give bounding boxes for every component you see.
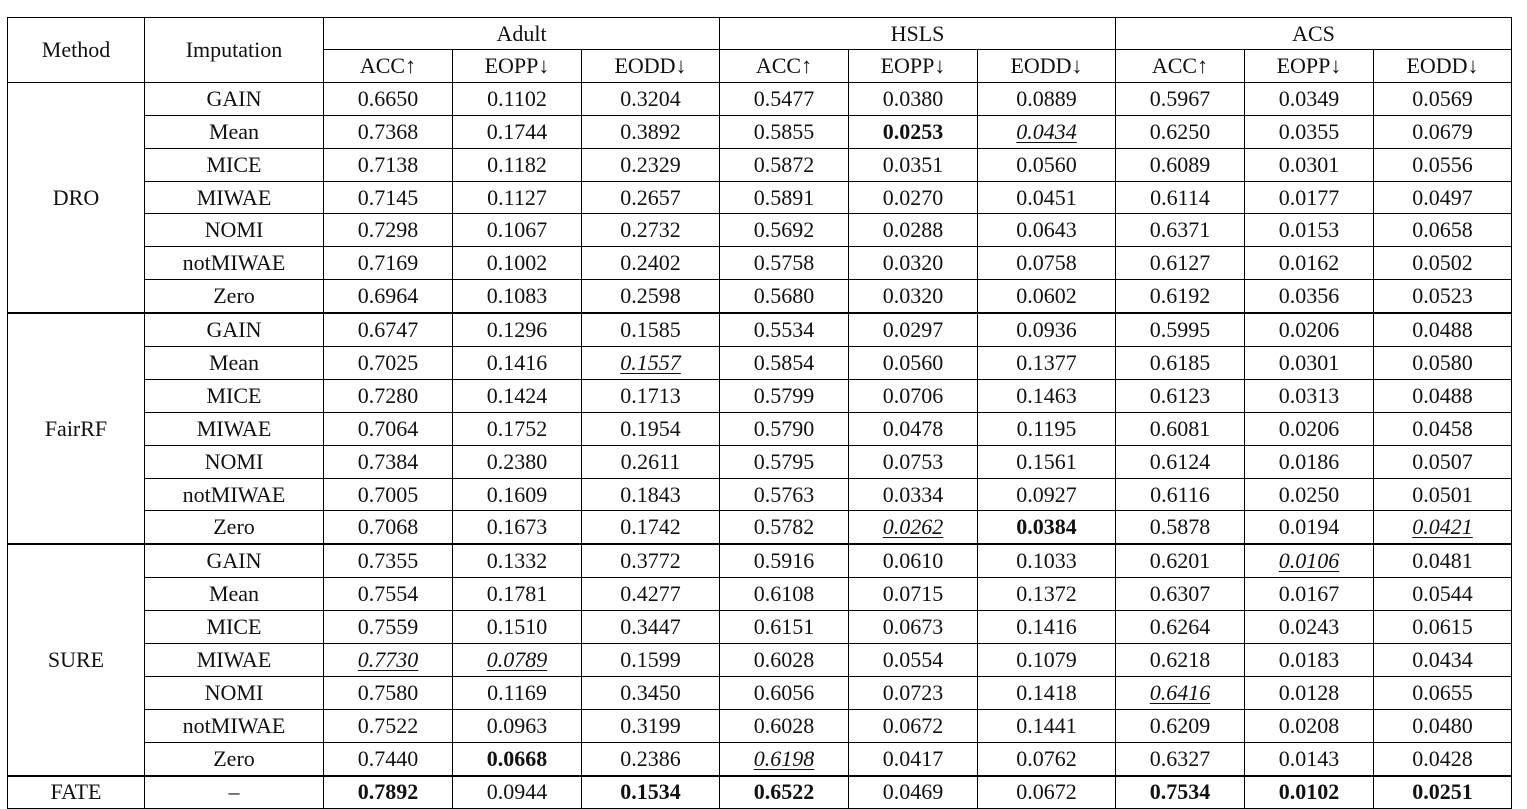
value-cell: 0.6123 xyxy=(1116,379,1245,412)
value-cell: 0.6028 xyxy=(720,644,849,677)
header-method: Method xyxy=(8,18,145,83)
value-cell: 0.6028 xyxy=(720,709,849,742)
imputation-cell: MIWAE xyxy=(145,644,324,677)
value-cell: 0.1609 xyxy=(453,478,582,511)
method-cell: FairRF xyxy=(8,313,145,544)
value-cell: 0.0313 xyxy=(1245,379,1374,412)
imputation-cell: Zero xyxy=(145,511,324,544)
value-cell: 0.6250 xyxy=(1116,115,1245,148)
value-cell: 0.0458 xyxy=(1374,412,1512,445)
underlined-value: 0.0434 xyxy=(1016,118,1077,144)
value-cell: 0.0655 xyxy=(1374,676,1512,709)
value-cell: 0.6201 xyxy=(1116,544,1245,577)
method-cell: SURE xyxy=(8,544,145,775)
method-cell: FATE xyxy=(8,776,145,809)
value-cell: 0.0560 xyxy=(978,148,1116,181)
value-cell: 0.0658 xyxy=(1374,214,1512,247)
value-cell: 0.1083 xyxy=(453,280,582,313)
value-cell: 0.0469 xyxy=(849,776,978,809)
value-cell: 0.0668 xyxy=(453,742,582,775)
imputation-cell: NOMI xyxy=(145,676,324,709)
table-row xyxy=(8,412,1512,445)
value-cell: 0.7368 xyxy=(324,115,453,148)
value-cell: 0.0451 xyxy=(978,181,1116,214)
table-row xyxy=(8,709,1512,742)
value-cell: 0.0288 xyxy=(849,214,978,247)
value-cell: 0.6209 xyxy=(1116,709,1245,742)
value-cell: 0.0206 xyxy=(1245,313,1374,346)
value-cell xyxy=(1245,544,1374,577)
value-cell: 0.6218 xyxy=(1116,644,1245,677)
value-cell: 0.1954 xyxy=(582,412,720,445)
value-cell: 0.0580 xyxy=(1374,347,1512,380)
value-cell: 0.2657 xyxy=(582,181,720,214)
value-cell: 0.7280 xyxy=(324,379,453,412)
value-cell: 0.0253 xyxy=(849,115,978,148)
value-cell: 0.0384 xyxy=(978,511,1116,544)
value-cell: 0.5854 xyxy=(720,347,849,380)
value-cell: 0.1441 xyxy=(978,709,1116,742)
imputation-cell: GAIN xyxy=(145,544,324,577)
table-row xyxy=(8,313,1512,346)
results-table xyxy=(7,17,1512,809)
underlined-value: 0.6416 xyxy=(1149,679,1211,705)
value-cell: 0.7892 xyxy=(324,776,453,809)
imputation-cell: Mean xyxy=(145,578,324,611)
value-cell: 0.7169 xyxy=(324,247,453,280)
value-cell: 0.7580 xyxy=(324,676,453,709)
header-metric-acc: ACC↑ xyxy=(720,50,849,83)
value-cell: 0.1002 xyxy=(453,247,582,280)
imputation-cell: Mean xyxy=(145,115,324,148)
value-cell: 0.1296 xyxy=(453,313,582,346)
value-cell: 0.0488 xyxy=(1374,313,1512,346)
value-cell: 0.1033 xyxy=(978,544,1116,577)
value-cell: 0.0544 xyxy=(1374,578,1512,611)
imputation-cell: GAIN xyxy=(145,313,324,346)
value-cell: 0.3772 xyxy=(582,544,720,577)
value-cell: 0.0251 xyxy=(1374,776,1512,809)
value-cell: 0.1510 xyxy=(453,611,582,644)
value-cell: 0.1463 xyxy=(978,379,1116,412)
value-cell: 0.1673 xyxy=(453,511,582,544)
value-cell: 0.7440 xyxy=(324,742,453,775)
header-imputation: Imputation xyxy=(145,18,324,83)
value-cell: 0.0186 xyxy=(1245,445,1374,478)
value-cell: 0.1561 xyxy=(978,445,1116,478)
imputation-cell: notMIWAE xyxy=(145,478,324,511)
value-cell xyxy=(978,115,1116,148)
value-cell: 0.0334 xyxy=(849,478,978,511)
value-cell: 0.0715 xyxy=(849,578,978,611)
value-cell: 0.5878 xyxy=(1116,511,1245,544)
value-cell: 0.2380 xyxy=(453,445,582,478)
value-cell: 0.1377 xyxy=(978,347,1116,380)
value-cell: 0.0208 xyxy=(1245,709,1374,742)
imputation-cell: Zero xyxy=(145,742,324,775)
value-cell: 0.7534 xyxy=(1116,776,1245,809)
value-cell: 0.1599 xyxy=(582,644,720,677)
value-cell: 0.0206 xyxy=(1245,412,1374,445)
value-cell: 0.0349 xyxy=(1245,82,1374,115)
value-cell: 0.1102 xyxy=(453,82,582,115)
header-metric-eopp: EOPP↓ xyxy=(453,50,582,83)
value-cell: 0.1418 xyxy=(978,676,1116,709)
value-cell: 0.0889 xyxy=(978,82,1116,115)
value-cell: 0.7005 xyxy=(324,478,453,511)
value-cell: 0.0301 xyxy=(1245,347,1374,380)
value-cell: 0.6747 xyxy=(324,313,453,346)
value-cell: 0.0143 xyxy=(1245,742,1374,775)
value-cell: 0.1424 xyxy=(453,379,582,412)
imputation-cell: MICE xyxy=(145,148,324,181)
value-cell: 0.6056 xyxy=(720,676,849,709)
imputation-cell: Mean xyxy=(145,347,324,380)
value-cell xyxy=(849,511,978,544)
value-cell: 0.1067 xyxy=(453,214,582,247)
value-cell: 0.7068 xyxy=(324,511,453,544)
imputation-cell: Zero xyxy=(145,280,324,313)
value-cell: 0.6264 xyxy=(1116,611,1245,644)
value-cell: 0.0162 xyxy=(1245,247,1374,280)
table-row xyxy=(8,280,1512,313)
value-cell: 0.3447 xyxy=(582,611,720,644)
value-cell: 0.6151 xyxy=(720,611,849,644)
value-cell: 0.0102 xyxy=(1245,776,1374,809)
value-cell: 0.0758 xyxy=(978,247,1116,280)
header-metric-acc: ACC↑ xyxy=(1116,50,1245,83)
value-cell: 0.7522 xyxy=(324,709,453,742)
value-cell: 0.0320 xyxy=(849,280,978,313)
value-cell xyxy=(720,742,849,775)
value-cell: 0.5872 xyxy=(720,148,849,181)
header-metric-eodd: EODD↓ xyxy=(978,50,1116,83)
value-cell xyxy=(453,644,582,677)
value-cell: 0.0355 xyxy=(1245,115,1374,148)
table-row xyxy=(8,148,1512,181)
value-cell: 0.1416 xyxy=(453,347,582,380)
value-cell: 0.5782 xyxy=(720,511,849,544)
header-metric-eopp: EOPP↓ xyxy=(849,50,978,83)
header-dataset-adult: Adult xyxy=(324,18,720,50)
imputation-cell: NOMI xyxy=(145,445,324,478)
header-metric-eodd: EODD↓ xyxy=(582,50,720,83)
value-cell: 0.3204 xyxy=(582,82,720,115)
table-row xyxy=(8,511,1512,544)
value-cell: 0.0643 xyxy=(978,214,1116,247)
value-cell: 0.7559 xyxy=(324,611,453,644)
value-cell: 0.0167 xyxy=(1245,578,1374,611)
value-cell xyxy=(1116,676,1245,709)
value-cell xyxy=(1374,511,1512,544)
header-metric-eopp: EOPP↓ xyxy=(1245,50,1374,83)
table-row xyxy=(8,578,1512,611)
imputation-cell: MIWAE xyxy=(145,181,324,214)
table-row xyxy=(8,776,1512,809)
value-cell: 0.0615 xyxy=(1374,611,1512,644)
value-cell: 0.6964 xyxy=(324,280,453,313)
imputation-cell: NOMI xyxy=(145,214,324,247)
value-cell: 0.1079 xyxy=(978,644,1116,677)
value-cell: 0.0673 xyxy=(849,611,978,644)
value-cell: 0.2611 xyxy=(582,445,720,478)
value-cell: 0.0502 xyxy=(1374,247,1512,280)
value-cell: 0.6185 xyxy=(1116,347,1245,380)
value-cell: 0.5790 xyxy=(720,412,849,445)
value-cell: 0.6124 xyxy=(1116,445,1245,478)
underlined-value: 0.0789 xyxy=(486,646,548,672)
value-cell: 0.0554 xyxy=(849,644,978,677)
table-body xyxy=(8,82,1512,808)
value-cell: 0.0480 xyxy=(1374,709,1512,742)
value-cell: 0.7384 xyxy=(324,445,453,478)
value-cell: 0.5763 xyxy=(720,478,849,511)
value-cell: 0.7355 xyxy=(324,544,453,577)
value-cell: 0.2402 xyxy=(582,247,720,280)
value-cell: 0.4277 xyxy=(582,578,720,611)
value-cell: 0.0927 xyxy=(978,478,1116,511)
value-cell: 0.6116 xyxy=(1116,478,1245,511)
value-cell: 0.0177 xyxy=(1245,181,1374,214)
header-metric-acc: ACC↑ xyxy=(324,50,453,83)
value-cell: 0.0351 xyxy=(849,148,978,181)
value-cell: 0.5799 xyxy=(720,379,849,412)
value-cell: 0.1534 xyxy=(582,776,720,809)
imputation-cell: notMIWAE xyxy=(145,709,324,742)
value-cell: 0.7298 xyxy=(324,214,453,247)
value-cell: 0.0356 xyxy=(1245,280,1374,313)
table-row xyxy=(8,742,1512,775)
value-cell: 0.0297 xyxy=(849,313,978,346)
value-cell: 0.1744 xyxy=(453,115,582,148)
value-cell: 0.2386 xyxy=(582,742,720,775)
value-cell: 0.0243 xyxy=(1245,611,1374,644)
value-cell: 0.1372 xyxy=(978,578,1116,611)
value-cell: 0.0679 xyxy=(1374,115,1512,148)
value-cell: 0.5477 xyxy=(720,82,849,115)
value-cell: 0.6089 xyxy=(1116,148,1245,181)
value-cell: 0.0497 xyxy=(1374,181,1512,214)
value-cell: 0.1127 xyxy=(453,181,582,214)
value-cell: 0.0610 xyxy=(849,544,978,577)
value-cell: 0.6108 xyxy=(720,578,849,611)
value-cell: 0.0501 xyxy=(1374,478,1512,511)
value-cell: 0.6192 xyxy=(1116,280,1245,313)
method-cell: DRO xyxy=(8,82,145,313)
value-cell: 0.1416 xyxy=(978,611,1116,644)
value-cell: 0.5692 xyxy=(720,214,849,247)
value-cell: 0.1781 xyxy=(453,578,582,611)
underlined-value: 0.0106 xyxy=(1278,548,1340,574)
value-cell: 0.0270 xyxy=(849,181,978,214)
imputation-cell: MIWAE xyxy=(145,412,324,445)
value-cell: 0.1332 xyxy=(453,544,582,577)
value-cell: 0.5795 xyxy=(720,445,849,478)
value-cell: 0.0569 xyxy=(1374,82,1512,115)
table-row xyxy=(8,347,1512,380)
value-cell: 0.0672 xyxy=(849,709,978,742)
table-row xyxy=(8,379,1512,412)
table-row xyxy=(8,247,1512,280)
table-row xyxy=(8,82,1512,115)
value-cell: 0.0560 xyxy=(849,347,978,380)
imputation-cell: GAIN xyxy=(145,82,324,115)
value-cell: 0.0762 xyxy=(978,742,1116,775)
underlined-value: 0.0421 xyxy=(1412,514,1473,540)
value-cell: 0.1742 xyxy=(582,511,720,544)
imputation-cell: MICE xyxy=(145,379,324,412)
value-cell: 0.7025 xyxy=(324,347,453,380)
value-cell: 0.0753 xyxy=(849,445,978,478)
value-cell: 0.5758 xyxy=(720,247,849,280)
underlined-value: 0.7730 xyxy=(357,646,419,672)
value-cell: 0.6127 xyxy=(1116,247,1245,280)
value-cell: 0.0434 xyxy=(1374,644,1512,677)
value-cell: 0.0153 xyxy=(1245,214,1374,247)
value-cell: 0.6522 xyxy=(720,776,849,809)
underlined-value: 0.0262 xyxy=(882,514,944,540)
value-cell: 0.7138 xyxy=(324,148,453,181)
value-cell: 0.0556 xyxy=(1374,148,1512,181)
value-cell: 0.6114 xyxy=(1116,181,1245,214)
value-cell: 0.6327 xyxy=(1116,742,1245,775)
imputation-cell: – xyxy=(145,776,324,809)
value-cell: 0.6371 xyxy=(1116,214,1245,247)
value-cell: 0.0507 xyxy=(1374,445,1512,478)
value-cell: 0.1585 xyxy=(582,313,720,346)
value-cell: 0.7145 xyxy=(324,181,453,214)
value-cell: 0.2598 xyxy=(582,280,720,313)
value-cell: 0.0481 xyxy=(1374,544,1512,577)
value-cell: 0.3450 xyxy=(582,676,720,709)
value-cell: 0.1752 xyxy=(453,412,582,445)
value-cell: 0.6081 xyxy=(1116,412,1245,445)
value-cell: 0.0944 xyxy=(453,776,582,809)
value-cell: 0.5680 xyxy=(720,280,849,313)
header-dataset-hsls: HSLS xyxy=(720,18,1116,50)
value-cell: 0.1169 xyxy=(453,676,582,709)
imputation-cell: MICE xyxy=(145,611,324,644)
value-cell: 0.1843 xyxy=(582,478,720,511)
value-cell: 0.2329 xyxy=(582,148,720,181)
table-row xyxy=(8,676,1512,709)
value-cell: 0.0194 xyxy=(1245,511,1374,544)
value-cell: 0.5534 xyxy=(720,313,849,346)
value-cell: 0.5995 xyxy=(1116,313,1245,346)
table-row xyxy=(8,644,1512,677)
value-cell: 0.0706 xyxy=(849,379,978,412)
underlined-value: 0.6198 xyxy=(753,745,815,771)
value-cell: 0.5916 xyxy=(720,544,849,577)
value-cell: 0.5891 xyxy=(720,181,849,214)
value-cell: 0.0602 xyxy=(978,280,1116,313)
value-cell: 0.0963 xyxy=(453,709,582,742)
value-cell: 0.6650 xyxy=(324,82,453,115)
underlined-value: 0.1557 xyxy=(620,349,681,375)
value-cell: 0.0428 xyxy=(1374,742,1512,775)
value-cell: 0.3199 xyxy=(582,709,720,742)
results-table-container xyxy=(7,17,1512,809)
imputation-cell: notMIWAE xyxy=(145,247,324,280)
value-cell: 0.0128 xyxy=(1245,676,1374,709)
table-row xyxy=(8,115,1512,148)
value-cell: 0.0523 xyxy=(1374,280,1512,313)
value-cell xyxy=(582,347,720,380)
value-cell: 0.3892 xyxy=(582,115,720,148)
value-cell: 0.5967 xyxy=(1116,82,1245,115)
value-cell: 0.2732 xyxy=(582,214,720,247)
value-cell: 0.0417 xyxy=(849,742,978,775)
table-row xyxy=(8,214,1512,247)
value-cell: 0.7064 xyxy=(324,412,453,445)
value-cell: 0.0723 xyxy=(849,676,978,709)
table-row xyxy=(8,445,1512,478)
value-cell: 0.0250 xyxy=(1245,478,1374,511)
value-cell: 0.0301 xyxy=(1245,148,1374,181)
value-cell: 0.1195 xyxy=(978,412,1116,445)
value-cell: 0.1713 xyxy=(582,379,720,412)
table-row xyxy=(8,544,1512,577)
header-dataset-acs: ACS xyxy=(1116,18,1512,50)
table-row xyxy=(8,611,1512,644)
header-metric-eodd: EODD↓ xyxy=(1374,50,1512,83)
value-cell: 0.0672 xyxy=(978,776,1116,809)
table-row xyxy=(8,478,1512,511)
value-cell: 0.7554 xyxy=(324,578,453,611)
value-cell: 0.6307 xyxy=(1116,578,1245,611)
value-cell: 0.0320 xyxy=(849,247,978,280)
table-row xyxy=(8,181,1512,214)
value-cell: 0.0183 xyxy=(1245,644,1374,677)
value-cell xyxy=(324,644,453,677)
value-cell: 0.0936 xyxy=(978,313,1116,346)
value-cell: 0.0488 xyxy=(1374,379,1512,412)
value-cell: 0.1182 xyxy=(453,148,582,181)
value-cell: 0.0478 xyxy=(849,412,978,445)
value-cell: 0.5855 xyxy=(720,115,849,148)
value-cell: 0.0380 xyxy=(849,82,978,115)
